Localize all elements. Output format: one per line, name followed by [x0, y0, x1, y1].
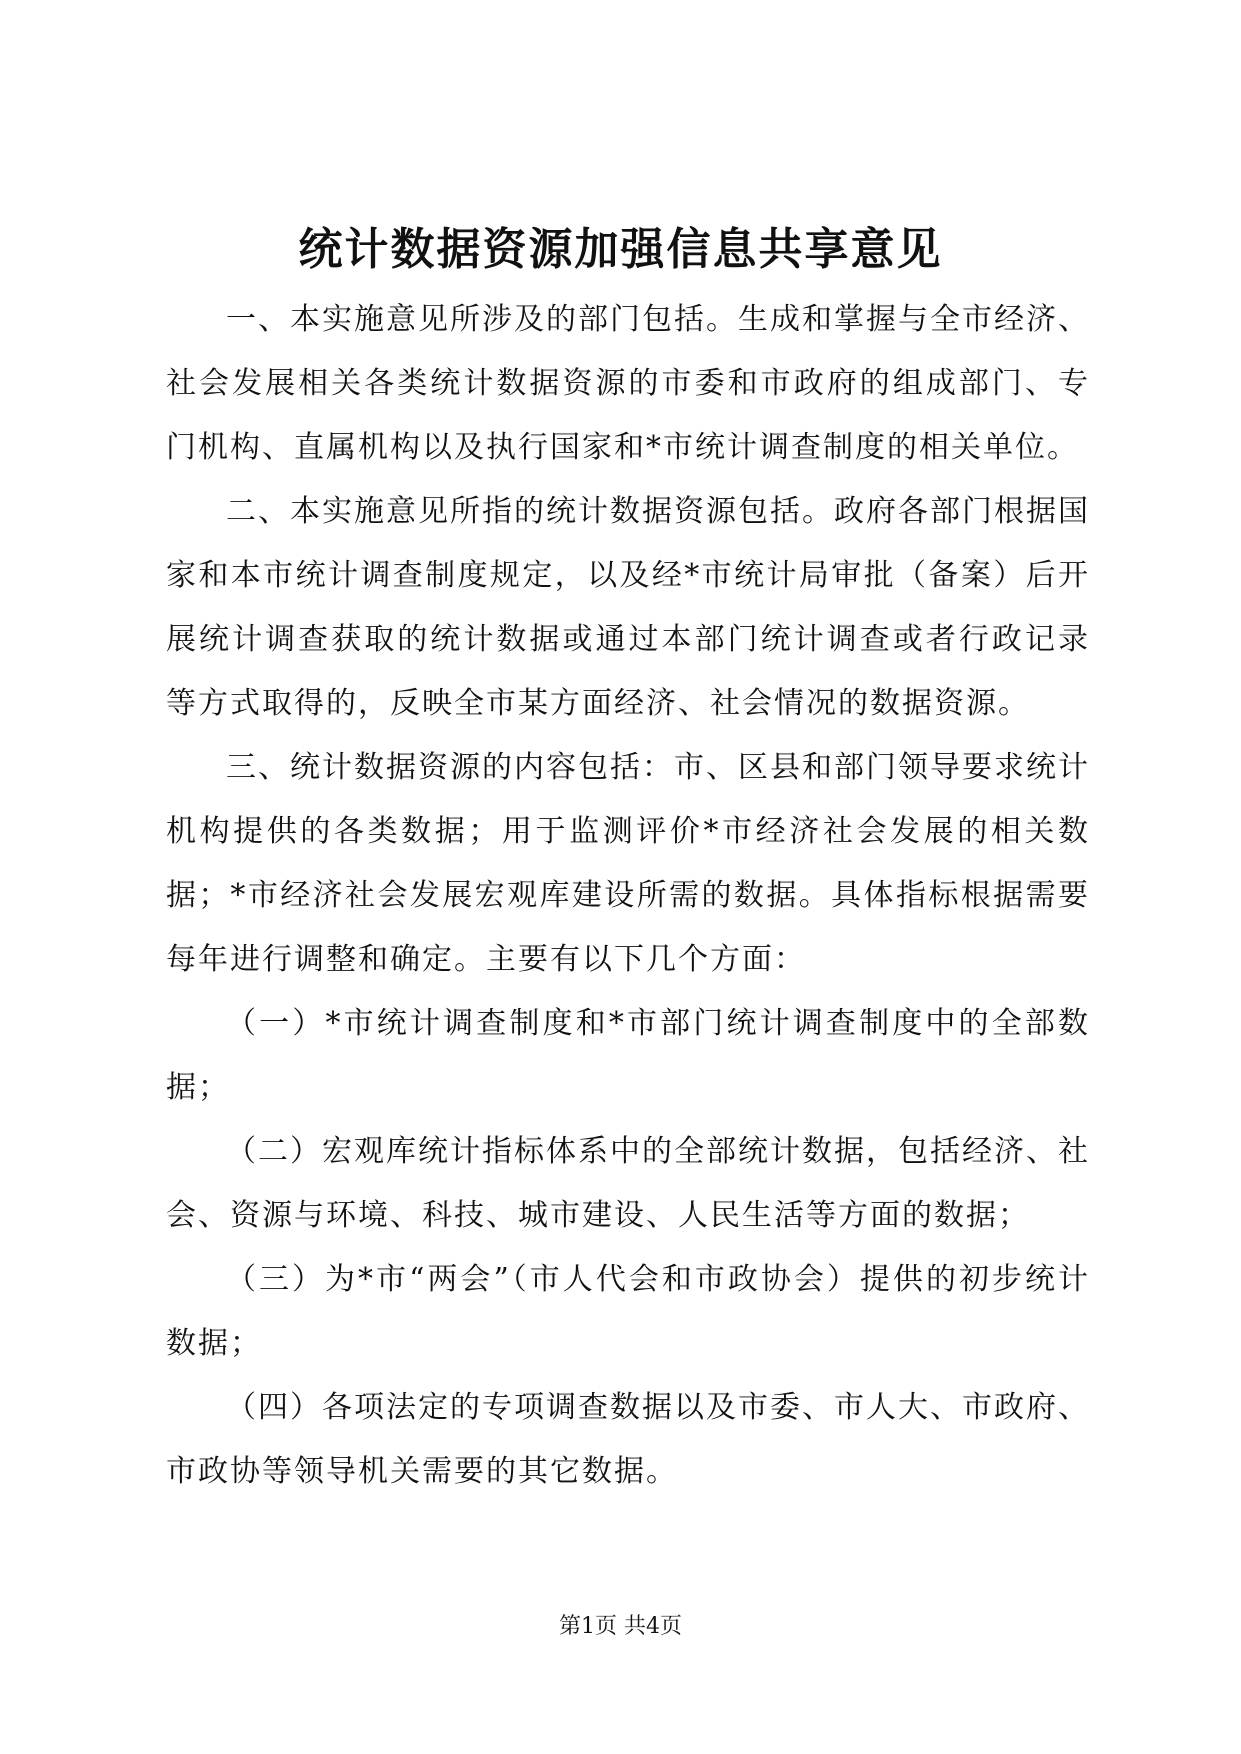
paragraph-section-2: 二、本实施意见所指的统计数据资源包括。政府各部门根据国家和本市统计调查制度规定，以及经*市统计局审批（备案）后开展统计调查获取的统计数据或通过本部门统计调查或者行政记录等方式取得的，反映全市某方面经济、社会情况的数据资源。	[166, 494, 1090, 721]
document-body	[166, 288, 1090, 1504]
paragraph-section-1: 一、本实施意见所涉及的部门包括。生成和掌握与全市经济、社会发展相关各类统计数据资源的市委和市政府的组成部门、专门机构、直属机构以及执行国家和*市统计调查制度的相关单位。	[166, 302, 1090, 465]
document-title: 统计数据资源加强信息共享意见	[298, 224, 943, 275]
paragraph-item-2: （二）宏观库统计指标体系中的全部统计数据，包括经济、社会、资源与环境、科技、城市建设、人民生活等方面的数据；	[166, 1134, 1090, 1233]
paragraph-item-4: （四）各项法定的专项调查数据以及市委、市人大、市政府、市政协等领导机关需要的其它数据。	[166, 1390, 1090, 1489]
paragraph-item-1: （一）*市统计调查制度和*市部门统计调查制度中的全部数据；	[166, 1006, 1090, 1105]
paragraph-section-3: 三、统计数据资源的内容包括：市、区县和部门领导要求统计机构提供的各类数据；用于监测评价*市经济社会发展的相关数据；*市经济社会发展宏观库建设所需的数据。具体指标根据需要每年进行调整和确定。主要有以下几个方面：	[166, 750, 1090, 977]
paragraph-item-3: （三）为*市“两会”（市人代会和市政协会）提供的初步统计数据；	[166, 1262, 1090, 1361]
page-number-footer: 第1页 共4页	[559, 1614, 682, 1639]
